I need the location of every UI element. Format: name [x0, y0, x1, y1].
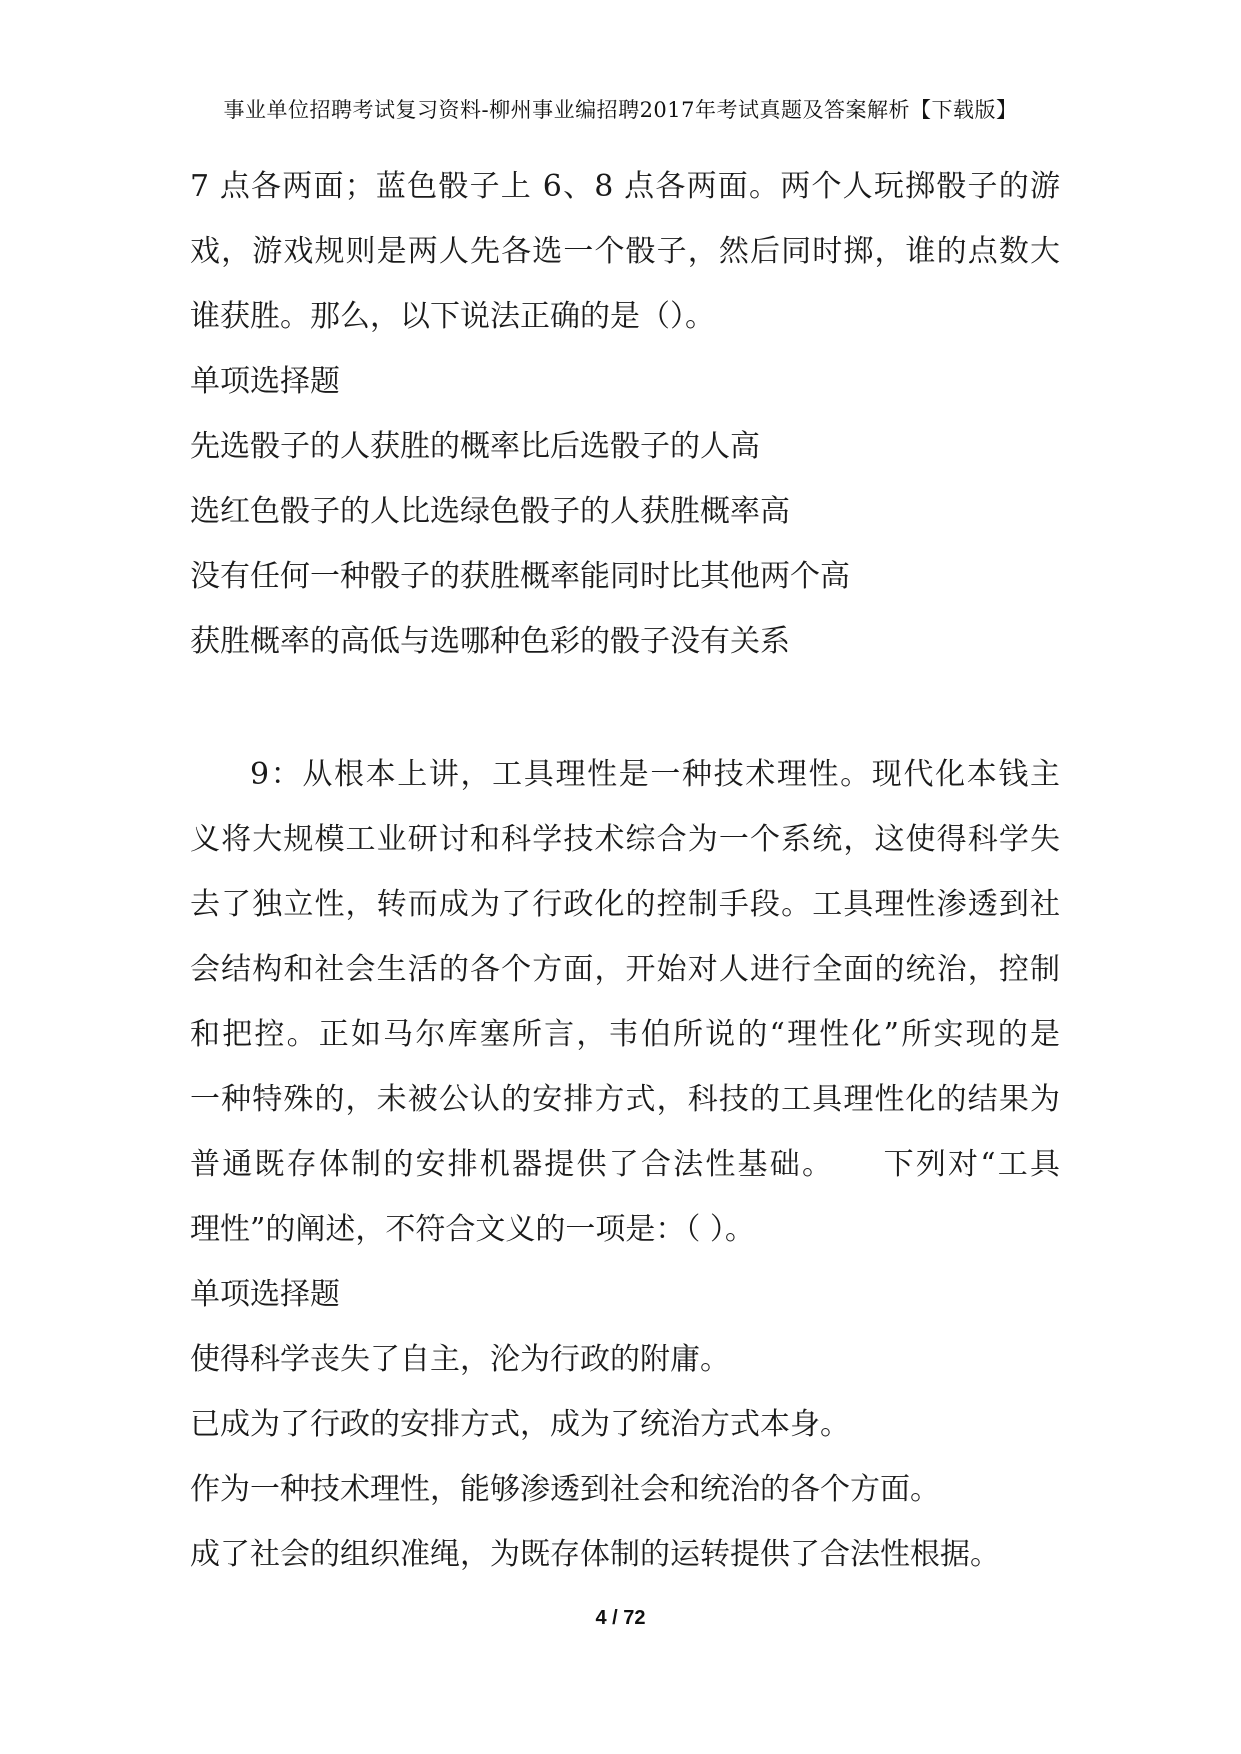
question-8-option: 获胜概率的高低与选哪种色彩的骰子没有关系: [190, 624, 790, 659]
question-9-line: 和把控。正如马尔库塞所言，韦伯所说的“理性化”所实现的是: [190, 1017, 1060, 1052]
question-9-line: 义将大规模工业研讨和科学技术综合为一个系统，这使得科学失: [190, 822, 1060, 857]
question-separator: [190, 682, 1060, 750]
question-8-line: 7 点各两面；蓝色骰子上 6、8 点各两面。两个人玩掷骰子的游: [190, 169, 1060, 204]
question-8-option: 选红色骰子的人比选绿色骰子的人获胜概率高: [190, 494, 790, 529]
question-9-line: 普通既存体制的安排机器提供了合法性基础。 下列对“工具: [190, 1147, 1060, 1182]
question-9-line: 9：从根本上讲，工具理性是一种技术理性。现代化本钱主: [250, 757, 1060, 792]
question-9-line: 一种特殊的，未被公认的安排方式，科技的工具理性化的结果为: [190, 1082, 1060, 1117]
question-9-stem: [190, 750, 1060, 1270]
question-8-line: 谁获胜。那么，以下说法正确的是（）。: [190, 299, 715, 334]
question-9-options: [190, 1335, 1060, 1595]
document-body: [190, 162, 1060, 1595]
question-8-line: 戏，游戏规则是两人先各选一个骰子，然后同时掷，谁的点数大: [190, 234, 1060, 269]
question-9-option: 作为一种技术理性，能够渗透到社会和统治的各个方面。: [190, 1472, 940, 1507]
question-9-line: 理性”的阐述，不符合文义的一项是：（ ）。: [190, 1212, 755, 1247]
question-8-type-label: 单项选择题: [190, 364, 340, 399]
question-8-option: 没有任何一种骰子的获胜概率能同时比其他两个高: [190, 559, 850, 594]
question-9-option: 已成为了行政的安排方式，成为了统治方式本身。: [190, 1407, 850, 1442]
question-9-line: 会结构和社会生活的各个方面，开始对人进行全面的统治，控制: [190, 952, 1060, 987]
page-number: 4 / 72: [595, 1607, 646, 1629]
question-9-option: 成了社会的组织准绳，为既存体制的运转提供了合法性根据。: [190, 1537, 1000, 1572]
question-9-option: 使得科学丧失了自主，沦为行政的附庸。: [190, 1342, 730, 1377]
question-8-options: [190, 422, 1060, 682]
question-8-option: 先选骰子的人获胜的概率比后选骰子的人高: [190, 429, 760, 464]
question-9-type-label: 单项选择题: [190, 1277, 340, 1312]
question-9-line: 去了独立性，转而成为了行政化的控制手段。工具理性渗透到社: [190, 887, 1060, 922]
question-8-stem: [190, 162, 1060, 357]
page-header: 事业单位招聘考试复习资料-柳州事业编招聘2017年考试真题及答案解析【下载版】: [223, 98, 1018, 122]
